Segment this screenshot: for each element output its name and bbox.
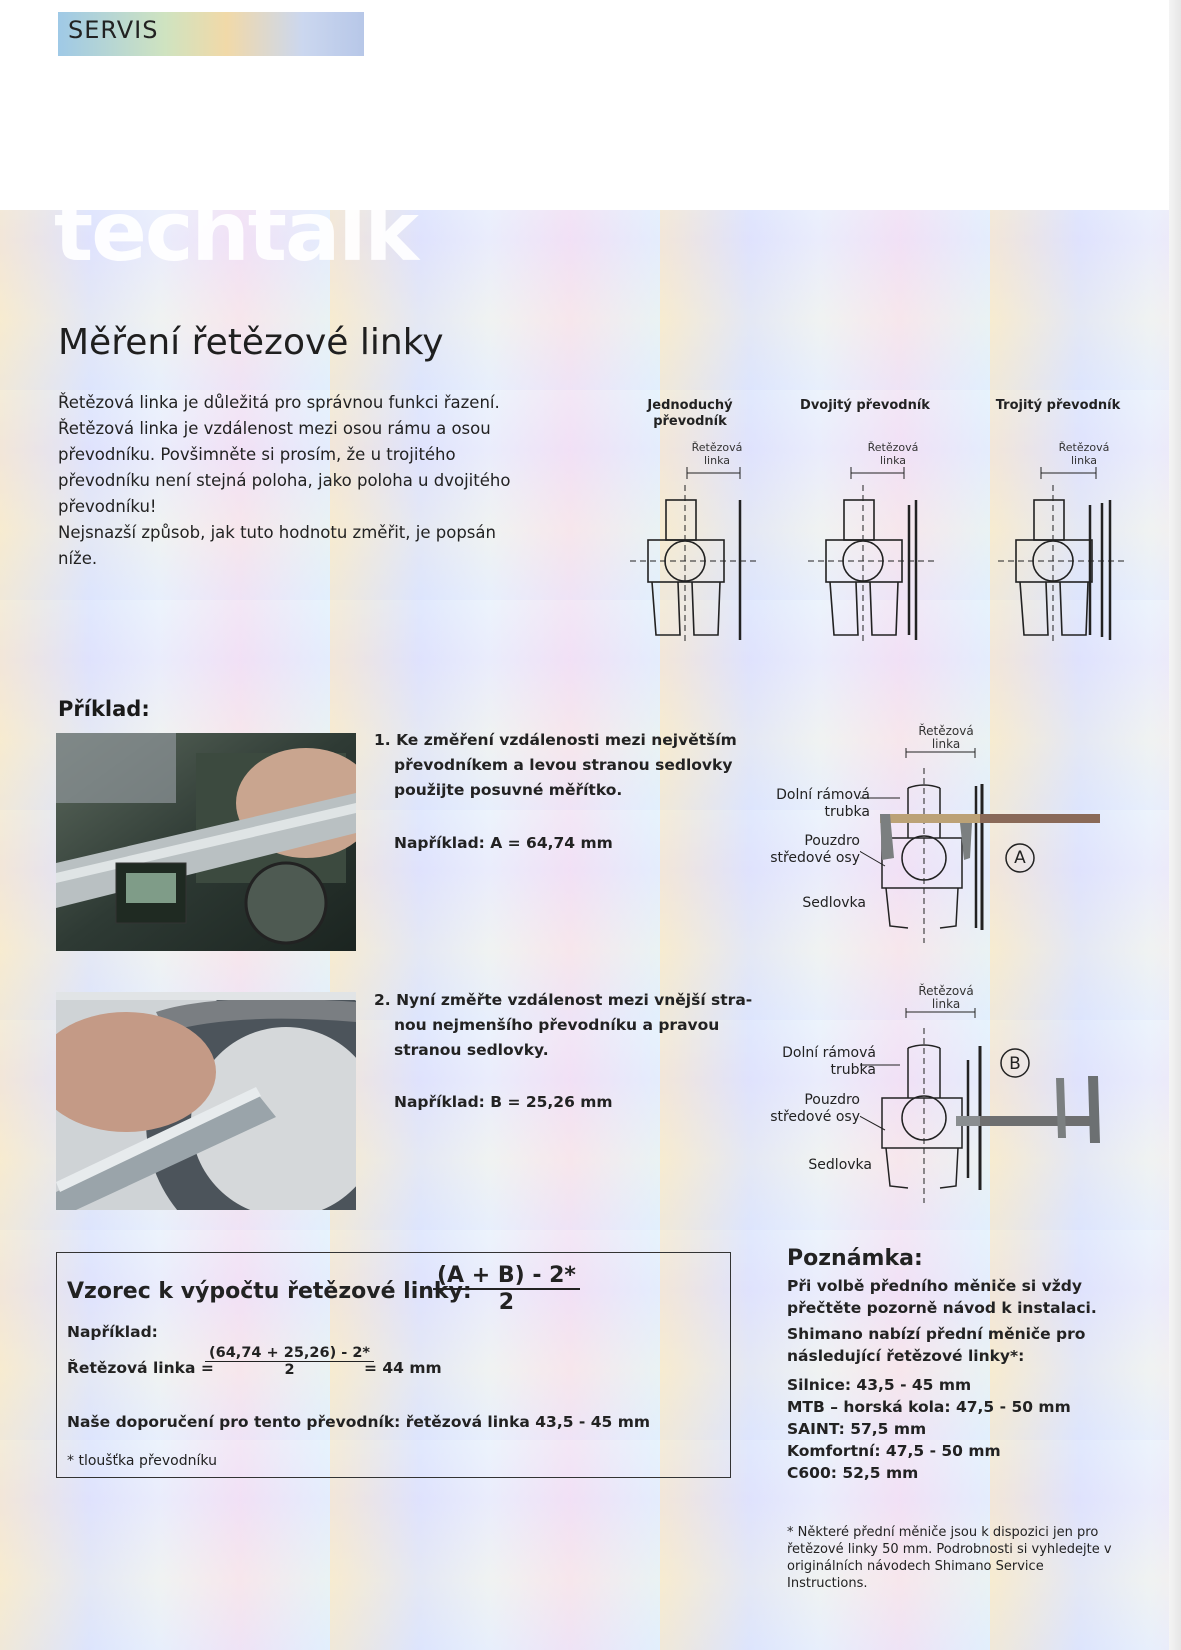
down-tube-label-b: Dolní rámová trubka [782,1045,876,1078]
seat-tube-label-b: Sedlovka [808,1157,872,1173]
note-paragraph-1: Při volbě předního měniče si vždy přečtěte pozorně návod k instalaci. [787,1277,1097,1317]
schematic-triple [998,467,1128,645]
chainline-label-single: Řetězová linka [691,441,743,467]
intro-paragraph: Řetězová linka je důležitá pro správnou funkci řazení. Řetězová linka je vzdálenost mezi osou rámu a osou převodníku. Povšimněte si prosím, že u trojitého převodníku není stejná poloha, jako poloha u dvojitého převodníku! [58,393,511,516]
step-1-example: Například: A = 64,74 mm [394,834,613,852]
chainline-label-a: Řetězová linka [918,724,974,751]
step-1-text: 1. Ke změření vzdálenosti mezi největším převodníkem a levou stranou sedlovky použijte posuvné měřítko. [374,731,737,799]
caliper-photo-2 [56,992,356,1210]
formula-calc-denominator: 2 [284,1362,295,1378]
schematic-double [808,467,938,645]
caliper-photo-1 [56,733,356,951]
marker-b: B [1009,1054,1021,1074]
measurement-diagram-b [860,1008,1120,1208]
chainring-schematics [630,465,1130,655]
note-paragraph-2: Shimano nabízí přední měniče pro následující řetězové linky*: [787,1325,1086,1365]
wordmark: techtalk [54,185,417,280]
example-heading: Příklad: [58,697,150,721]
list-item: Komfortní: 47,5 - 50 mm [787,1442,1001,1460]
page-edge [1169,0,1181,1650]
formula-title: Vzorec k výpočtu řetězové linky: [67,1279,472,1304]
step-2-text: 2. Nyní změřte vzdálenost mezi vnější stra- nou nejmenšího převodníku a pravou stranou sedlovky. [374,991,753,1059]
schematic-single [630,467,760,645]
formula-calc-result: = 44 mm [364,1359,442,1377]
formula-example-label: Například: [67,1323,158,1341]
bb-shell-label-b: Pouzdro středové osy [770,1092,860,1125]
formula-recommendation: Naše doporučení pro tento převodník: řetězová linka 43,5 - 45 mm [67,1413,650,1431]
note-footnote: * Některé přední měniče jsou k dispozici jen pro řetězové linky 50 mm. Podrobnosti si vyhledejte v originálních návodech Shimano Service Instructions. [787,1525,1112,1591]
measurement-diagram-a [860,748,1120,948]
intro-paragraph: Nejsnazší způsob, jak tuto hodnotu změřit, je popsán níže. [58,523,496,568]
diagram-title-double: Dvojitý převodník [800,398,930,413]
step-2-example: Například: B = 25,26 mm [394,1093,613,1111]
list-item: SAINT: 57,5 mm [787,1420,927,1438]
formula-numerator: (A + B) - 2* [433,1263,580,1290]
chainline-label-b: Řetězová linka [918,984,974,1011]
formula-box [56,1252,731,1478]
page-title: Měření řetězové linky [58,322,444,363]
diagram-title-triple: Trojitý převodník [995,398,1121,413]
formula-denominator: 2 [498,1290,515,1315]
intro-text [58,390,538,572]
caliper-a [880,814,1100,860]
list-item: MTB – horská kola: 47,5 - 50 mm [787,1398,1071,1416]
bb-shell-label-a: Pouzdro středové osy [770,833,860,866]
section-tag: SERVIS [58,12,364,56]
diagram-title-single: Jednoduchý převodník [647,398,733,429]
list-item: Silnice: 43,5 - 45 mm [787,1376,972,1394]
formula-footnote: * tloušťka převodníku [67,1453,217,1469]
caliper-b [956,1076,1100,1143]
down-tube-label-a: Dolní rámová trubka [776,787,870,820]
formula-fraction [433,1263,580,1315]
chainline-list [787,1374,1071,1484]
seat-tube-label-a: Sedlovka [802,895,866,911]
note-heading: Poznámka: [787,1246,923,1271]
list-item: C600: 52,5 mm [787,1464,919,1482]
formula-calc-fraction [205,1345,374,1378]
chainline-label-triple: Řetězová linka [1058,441,1110,467]
marker-a: A [1014,848,1026,868]
formula-calc-prefix: Řetězová linka = [67,1359,214,1377]
chainline-label-double: Řetězová linka [867,441,919,467]
formula-calc-numerator: (64,74 + 25,26) - 2* [205,1345,374,1362]
